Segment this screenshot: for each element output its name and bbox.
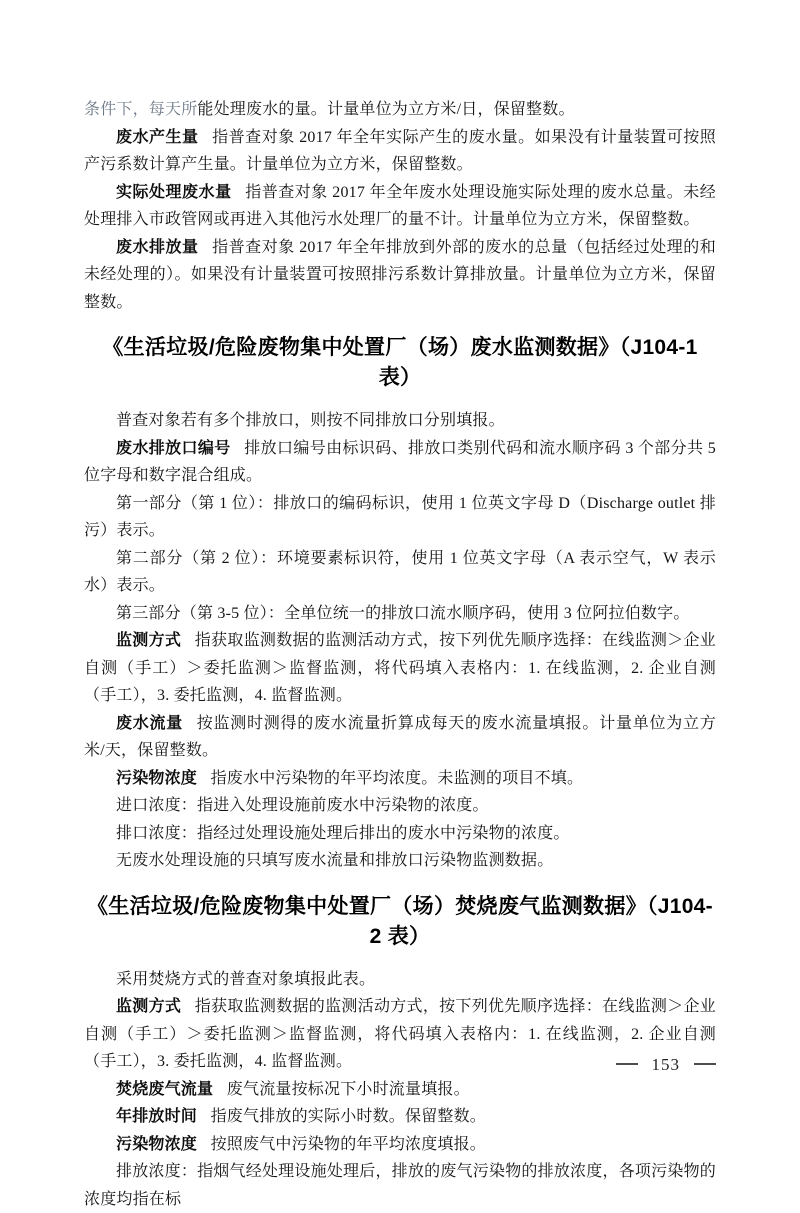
section-2-heading: 《生活垃圾/危险废物集中处置厂（场）焚烧废气监测数据》（J104-2 表） bbox=[87, 894, 713, 948]
outlet-number-part-3 bbox=[84, 600, 716, 628]
definition-annual-emission-hours bbox=[84, 1103, 716, 1131]
definition-text: 指普查对象 2017 年全年实际产生的废水量。如果没有计量装置可按照产污系数计算产生量。计量单位为立方米，保留整数。 bbox=[84, 128, 716, 173]
section-1-paragraph bbox=[84, 407, 716, 435]
definition-wastewater-flow bbox=[84, 710, 716, 765]
section-1-heading: 《生活垃圾/危险废物集中处置厂（场）废水监测数据》（J104-1 表） bbox=[102, 336, 698, 389]
paragraph-text: 排口浓度：指经过处理设施处理后排出的废水中污染物的浓度。 bbox=[116, 824, 570, 842]
paragraph-text: 指废水中污染物的年平均浓度。未监测的项目不填。 bbox=[210, 769, 584, 787]
definition-term: 污染物浓度 bbox=[116, 1135, 198, 1153]
paragraph-text: 无废水处理设施的只填写废水流量和排放口污染物监测数据。 bbox=[116, 852, 554, 869]
lead-paragraph-text: 能处理废水的量。计量单位为立方米/日，保留整数。 bbox=[197, 101, 575, 118]
outlet-concentration-note bbox=[84, 820, 716, 848]
definition-term: 年排放时间 bbox=[116, 1108, 198, 1125]
paragraph-text: 进口浓度：指进入处理设施前废水中污染物的浓度。 bbox=[116, 797, 489, 814]
definition-text: 指普查对象 2017 年全年废水处理设施实际处理的废水总量。未经处理排入市政管网或再进入其他污水处理厂的量不计。计量单位为立方米，保留整数。 bbox=[84, 183, 717, 228]
page-footer bbox=[616, 1055, 717, 1075]
paragraph-text: 普查对象若有多个排放口，则按不同排放口分别填报。 bbox=[116, 412, 505, 429]
definition-term: 废水排放量 bbox=[116, 238, 199, 256]
lead-paragraph bbox=[84, 96, 716, 124]
paragraph-text: 废气流量按标况下小时流量填报。 bbox=[226, 1080, 470, 1098]
definition-monitoring-method-s1 bbox=[84, 627, 716, 710]
footer-dash-icon bbox=[694, 1063, 716, 1065]
definition-wastewater-actually-treated bbox=[84, 179, 716, 234]
definition-pollutant-concentration-s2 bbox=[84, 1131, 716, 1159]
definition-wastewater-generated bbox=[84, 124, 716, 179]
definition-term: 监测方式 bbox=[116, 998, 182, 1015]
definition-term: 监测方式 bbox=[116, 632, 182, 649]
paragraph-text: 指获取监测数据的监测活动方式，按下列优先顺序选择：在线监测＞企业自测（手工）＞委托监测＞监督监测，将代码填入表格内：1. 在线监测，2. 企业自测（手工），3. 委托监测，4. 监督监测。 bbox=[84, 632, 716, 704]
section-2-paragraph bbox=[84, 966, 716, 994]
definition-wastewater-discharged bbox=[84, 234, 716, 317]
outlet-number-part-2 bbox=[84, 545, 716, 600]
lead-paragraph-gray-text: 条件下，每天所 bbox=[84, 101, 198, 118]
definition-term: 废水流量 bbox=[116, 714, 184, 732]
definition-term: 废水产生量 bbox=[116, 128, 199, 146]
paragraph-text: 排放浓度：指烟气经处理设施处理后，排放的废气污染物的排放浓度，各项污染物的浓度均指在标 bbox=[84, 1163, 716, 1208]
inlet-concentration-note bbox=[84, 792, 716, 820]
paragraph-text: 按照废气中污染物的年平均浓度填报。 bbox=[210, 1135, 487, 1153]
footer-dash-icon bbox=[616, 1063, 638, 1065]
paragraph-text: 第二部分（第 2 位）：环境要素标识符，使用 1 位英文字母（A 表示空气，W 表示水）表示。 bbox=[84, 549, 716, 594]
paragraph-text: 第一部分（第 1 位）：排放口的编码标识，使用 1 位英文字母 D（Discharge outlet 排污）表示。 bbox=[84, 494, 716, 539]
emission-concentration-note bbox=[84, 1158, 716, 1213]
definition-outlet-number bbox=[84, 435, 716, 490]
definition-pollutant-concentration-s1 bbox=[84, 765, 716, 793]
no-treatment-facility-note bbox=[84, 847, 716, 875]
paragraph-text: 指废气排放的实际小时数。保留整数。 bbox=[210, 1108, 487, 1125]
paragraph-text: 排放口编号由标识码、排放口类别代码和流水顺序码 3 个部分共 5 位字母和数字混合组成。 bbox=[84, 439, 716, 484]
paragraph-text: 按监测时测得的废水流量折算成每天的废水流量填报。计量单位为立方米/天，保留整数。 bbox=[84, 714, 716, 759]
outlet-number-part-1 bbox=[84, 490, 716, 545]
definition-term: 废水排放口编号 bbox=[116, 439, 231, 457]
definition-incineration-gas-flow bbox=[84, 1076, 716, 1104]
paragraph-text: 采用焚烧方式的普查对象填报此表。 bbox=[116, 970, 376, 988]
paragraph-text: 指获取监测数据的监测活动方式，按下列优先顺序选择：在线监测＞企业自测（手工）＞委托监测＞监督监测，将代码填入表格内：1. 在线监测，2. 企业自测（手工），3. 委托监测，4. 监督监测。 bbox=[84, 998, 716, 1070]
paragraph-text: 第三部分（第 3-5 位）：全单位统一的排放口流水顺序码，使用 3 位阿拉伯数字。 bbox=[116, 604, 690, 622]
page-number: 153 bbox=[651, 1055, 680, 1074]
definition-term: 焚烧废气流量 bbox=[116, 1080, 214, 1098]
definition-term: 实际处理废水量 bbox=[116, 183, 232, 201]
definition-term: 污染物浓度 bbox=[116, 769, 198, 787]
definition-text: 指普查对象 2017 年全年排放到外部的废水的总量（包括经过处理的和未经处理的）。如果没有计量装置可按照排污系数计算排放量。计量单位为立方米，保留整数。 bbox=[84, 238, 716, 311]
